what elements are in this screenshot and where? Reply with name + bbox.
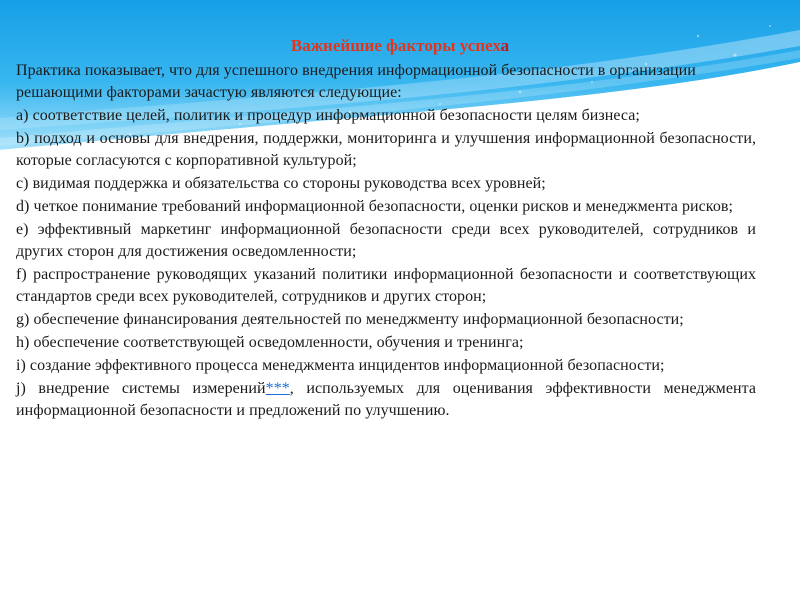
list-item-j-before: j) внедрение системы измерений (16, 380, 266, 397)
slide-title-last-letter: а (500, 36, 510, 55)
slide-content (16, 34, 756, 422)
slide-title (16, 34, 756, 58)
list-item-a: a) соответствие целей, политик и процедур информационной безопасности целям бизнеса; (16, 107, 640, 124)
list-item-e: e) эффективный маркетинг информационной безопасности среди всех руководителей, сотрудников и других сторон для достижения осведомленности; (16, 221, 756, 260)
list-item-f: f) распространение руководящих указаний политики информационной безопасности и соответствующих стандартов среди всех руководителей, сотрудников и других сторон; (16, 266, 756, 305)
list-item-g: g) обеспечение финансирования деятельностей по менеджменту информационной безопасности; (16, 311, 684, 328)
list-item-j (16, 378, 756, 422)
list-item-b: b) подход и основы для внедрения, поддержки, мониторинга и улучшения информационной безопасности, которые согласуются с корпоративной культурой; (16, 130, 756, 169)
slide-title-main: Важнейшие факторы успех (290, 36, 501, 55)
footnote-link[interactable]: *** (265, 380, 290, 397)
list-item-i: i) создание эффективного процесса менеджмента инцидентов информационной безопасности; (16, 357, 665, 374)
list-item-d: d) четкое понимание требований информационной безопасности, оценки рисков и менеджмента рисков; (16, 198, 733, 215)
list-item-h: h) обеспечение соответствующей осведомленности, обучения и тренинга; (16, 334, 524, 351)
intro-paragraph: Практика показывает, что для успешного внедрения информационной безопасности в организации решающими факторами зачастую являются следующие: (16, 62, 696, 101)
list-item-j-after: , используемых для оценивания эффективности менеджмента информационной безопасности и предложений по улучшению. (16, 380, 757, 419)
list-item-c: c) видимая поддержка и обязательства со стороны руководства всех уровней; (16, 175, 546, 192)
